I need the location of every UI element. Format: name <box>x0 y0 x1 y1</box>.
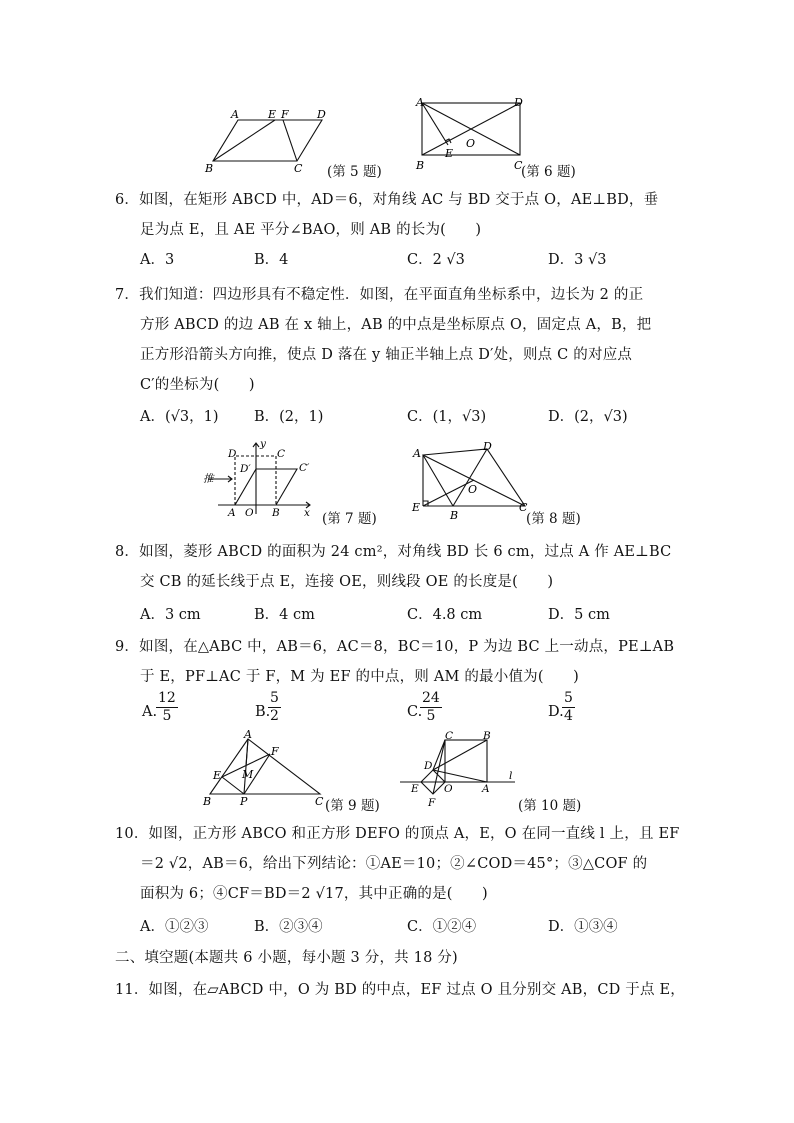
fig5-label-d: D <box>317 108 326 121</box>
fig7-label-y: y <box>260 438 266 450</box>
fig6-label-a: A <box>416 96 424 109</box>
fig9-label-m: M <box>242 768 254 781</box>
figure-8 <box>405 440 535 522</box>
fig10-label-l: l <box>509 770 513 782</box>
fig6-label-b: B <box>416 159 425 172</box>
fig10-label-f: F <box>428 797 436 809</box>
fig7-label-b: B <box>272 507 280 519</box>
q7-line-3: 正方形沿箭头方向推，使点 D 落在 y 轴正半轴上点 D′处，则点 C 的对应点 <box>140 347 633 363</box>
fig8-label-d: D <box>483 440 492 453</box>
fig8-label-b: B <box>450 509 459 522</box>
fig9-label-a: A <box>244 730 252 741</box>
q7-line-1: 7．我们知道：四边形具有不稳定性．如图，在平面直角坐标系中，边长为 2 的正 <box>115 287 644 303</box>
q11-line-1: 11．如图，在▱ABCD 中，O 为 BD 的中点，EF 过点 O 且分别交 AB，CD 于点 E， <box>115 982 685 998</box>
figure-10-caption: (第 10 题) <box>518 798 582 814</box>
fig5-label-b: B <box>205 162 214 175</box>
segment-pe <box>222 777 244 794</box>
fig7-label-c: C <box>277 448 286 460</box>
fig10-label-a: A <box>482 783 490 795</box>
figure-9-caption: (第 9 题) <box>325 798 380 814</box>
q9-option-d-numerator: 5 <box>564 690 573 706</box>
q6-line-2: 足为点 E，且 AE 平分∠BAO，则 AB 的长为( ) <box>140 222 482 238</box>
q9-option-d-denominator: 4 <box>564 708 573 724</box>
q8-line-2: 交 CB 的延长线于点 E，连接 OE，则线段 OE 的长度是( ) <box>140 574 554 590</box>
q9-option-a-numerator: 12 <box>158 690 176 706</box>
parallelogram-abcd <box>213 120 322 161</box>
q9-option-b-denominator: 2 <box>270 708 279 724</box>
segment-be <box>213 120 275 161</box>
q7-option-c[interactable]: C．(1，√3) <box>407 409 487 425</box>
diagonal-bd <box>453 449 487 506</box>
fig8-label-e: E <box>412 501 421 514</box>
fig6-label-o: O <box>466 137 476 150</box>
fig7-label-push: 推 <box>203 473 214 485</box>
q6-option-d[interactable]: D．3 √3 <box>548 252 607 268</box>
q9-option-b-fraction <box>268 690 281 725</box>
fig8-label-a: A <box>413 447 421 460</box>
fig10-label-e: E <box>411 783 419 795</box>
fig6-label-c: C <box>514 159 523 172</box>
segment-bd <box>433 740 487 770</box>
q8-option-a[interactable]: A．3 cm <box>140 607 201 623</box>
q9-option-a-denominator: 5 <box>162 708 172 724</box>
figure-10 <box>395 730 520 810</box>
q10-option-b[interactable]: B．②③④ <box>254 919 323 935</box>
fig9-label-b: B <box>203 795 212 808</box>
figure-7-caption: (第 7 题) <box>322 511 377 527</box>
q6-option-c[interactable]: C．2 √3 <box>407 252 465 268</box>
fig8-label-o: O <box>468 483 478 496</box>
q7-option-a[interactable]: A．(√3，1) <box>140 409 219 425</box>
figure-5 <box>200 105 340 175</box>
q10-option-c[interactable]: C．①②④ <box>407 919 477 935</box>
segment-fc <box>283 120 297 161</box>
q7-line-2: 方形 ABCD 的边 AB 在 x 轴上，AB 的中点是坐标原点 O，固定点 A，B，把 <box>140 317 652 333</box>
fig9-label-f: F <box>271 745 279 758</box>
q8-option-b[interactable]: B．4 cm <box>254 607 315 623</box>
q10-line-2: ＝2 √2，AB＝6，给出下列结论：①AE＝10；②∠COD＝45°；③△COF 的 <box>140 856 648 872</box>
q9-line-1: 9．如图，在△ABC 中，AB＝6，AC＝8，BC＝10，P 为边 BC 上一动点，PE⊥AB <box>115 639 675 655</box>
fig7-label-o: O <box>245 507 254 519</box>
fig10-label-d: D <box>424 760 433 772</box>
q10-line-3: 面积为 6；④CF＝BD＝2 √17，其中正确的是( ) <box>140 886 488 902</box>
rhombus-abcd <box>423 449 525 506</box>
q9-line-2: 于 E，PF⊥AC 于 F，M 为 EF 的中点，则 AM 的最小值为( ) <box>140 669 579 685</box>
q9-option-d-fraction <box>562 690 575 725</box>
fig10-label-o: O <box>444 783 453 795</box>
fig5-label-f: F <box>281 108 289 121</box>
q9-option-c-denominator: 5 <box>426 708 436 724</box>
q9-option-d-letter: D. <box>548 704 564 720</box>
fig9-label-p: P <box>240 795 248 808</box>
square-abco <box>445 740 487 782</box>
fig5-label-a: A <box>231 108 239 121</box>
section-2-heading: 二、填空题(本题共 6 小题，每小题 3 分，共 18 分) <box>115 950 458 966</box>
figure-7 <box>198 438 323 520</box>
figure-9 <box>198 730 328 810</box>
fig7-label-a: A <box>228 507 236 519</box>
q9-option-c-numerator: 24 <box>422 690 440 706</box>
q6-line-1: 6．如图，在矩形 ABCD 中，AD＝6，对角线 AC 与 BD 交于点 O，AE⊥BD，垂 <box>115 192 659 208</box>
q6-option-a[interactable]: A．3 <box>140 252 175 268</box>
q9-option-b-numerator: 5 <box>270 690 279 706</box>
q7-line-4: C′的坐标为( ) <box>140 377 255 393</box>
q10-option-d[interactable]: D．①③④ <box>548 919 618 935</box>
q6-option-b[interactable]: B．4 <box>254 252 289 268</box>
q9-option-b-letter: B. <box>255 704 271 720</box>
q8-option-d[interactable]: D．5 cm <box>548 607 610 623</box>
fig9-label-e: E <box>213 769 222 782</box>
figure-5-caption: (第 5 题) <box>327 164 382 180</box>
q8-option-c[interactable]: C．4.8 cm <box>407 607 483 623</box>
figure-6-caption: (第 6 题) <box>521 164 576 180</box>
fig8-label-c: C <box>519 501 528 514</box>
q10-line-1: 10．如图，正方形 ABCO 和正方形 DEFO 的顶点 A，E，O 在同一直线 l 上，且 EF <box>115 826 680 842</box>
figure-8-caption: (第 8 题) <box>526 511 581 527</box>
q7-option-b[interactable]: B．(2，1) <box>254 409 324 425</box>
fig5-label-c: C <box>294 162 303 175</box>
q9-option-a-letter: A. <box>142 704 158 720</box>
fig10-label-c: C <box>445 730 454 742</box>
fig6-label-e: E <box>445 147 454 160</box>
fig7-label-d-prime: D′ <box>240 463 251 475</box>
q9-option-c-letter: C. <box>407 704 423 720</box>
q8-line-1: 8．如图，菱形 ABCD 的面积为 24 cm²，对角线 BD 长 6 cm，过点 A 作 AE⊥BC <box>115 544 672 560</box>
fig9-label-c: C <box>315 795 324 808</box>
fig7-label-c-prime: C′ <box>299 462 310 474</box>
segment-da <box>433 770 487 782</box>
segment-oe <box>423 480 474 506</box>
figure-6 <box>410 95 530 175</box>
fig7-label-d: D <box>228 448 237 460</box>
fig6-label-d: D <box>514 96 523 109</box>
q7-option-d[interactable]: D．(2，√3) <box>548 409 628 425</box>
triangle-abc <box>210 739 320 794</box>
fig5-label-e: E <box>268 108 277 121</box>
fig10-label-b: B <box>483 730 491 742</box>
q10-option-a[interactable]: A．①②③ <box>140 919 209 935</box>
fig7-label-x: x <box>304 507 310 519</box>
q9-option-a-fraction <box>156 690 178 725</box>
q9-option-c-fraction <box>420 690 442 725</box>
